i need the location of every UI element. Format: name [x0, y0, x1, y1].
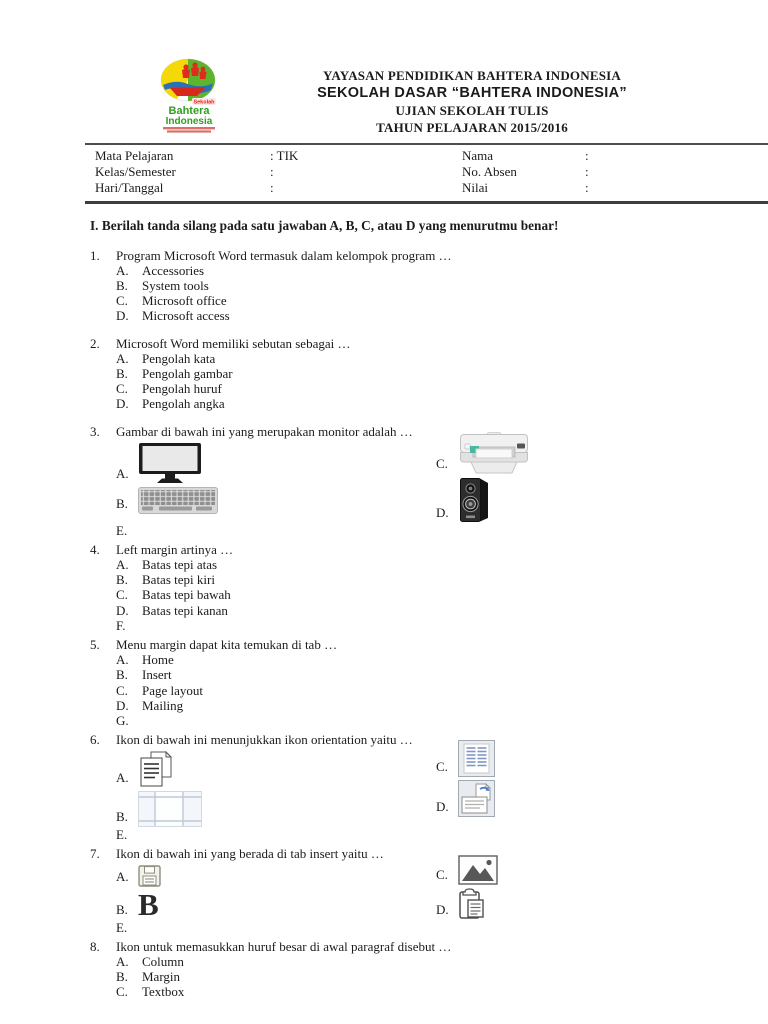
- option-letter: D.: [116, 308, 129, 324]
- option-text: Batas tepi kiri: [142, 572, 215, 588]
- option-row: [116, 293, 768, 308]
- option-row: [116, 667, 768, 682]
- printer-image: [458, 432, 530, 474]
- info-value: :: [585, 180, 589, 196]
- option-letter: C.: [116, 682, 128, 698]
- question-list: [90, 248, 768, 1000]
- option-letter: C.: [116, 293, 128, 309]
- option-text: Microsoft office: [142, 293, 227, 309]
- option-text: Page layout: [142, 682, 204, 698]
- option-letter: C.: [116, 587, 128, 603]
- option-letter: A.: [116, 465, 129, 481]
- section-heading: I. Berilah tanda silang pada satu jawaban A, B, C, atau D yang menurutmu benar!: [90, 217, 559, 233]
- logo-name-line2: Indonesia: [165, 116, 213, 127]
- option-text: Pengolah gambar: [142, 366, 233, 382]
- option-text: Column: [142, 953, 184, 969]
- option-row: [116, 969, 768, 984]
- option-row: [116, 683, 768, 698]
- option-letter: D.: [436, 504, 449, 520]
- columns-icon: [458, 740, 495, 777]
- question-text: Ikon di bawah ini menunjukkan ikon orientation yaitu …: [116, 732, 413, 748]
- option-letter: D.: [116, 602, 129, 618]
- option-row: [116, 827, 768, 842]
- monitor-image: [138, 442, 202, 484]
- option-row: [116, 886, 436, 922]
- option-letter: D.: [436, 799, 449, 815]
- option-row: [116, 954, 768, 969]
- info-value: :: [270, 164, 274, 180]
- copy-pages-icon: [138, 750, 174, 788]
- option-row: [436, 780, 768, 817]
- question-number: 5.: [90, 637, 100, 653]
- option-text: Mailing: [142, 697, 184, 713]
- option-row: [116, 557, 768, 572]
- option-letter: E.: [116, 827, 128, 843]
- option-letter: B.: [116, 495, 128, 511]
- option-row: [116, 618, 768, 633]
- info-value: :: [585, 164, 589, 180]
- title-line-3: UJIAN SEKOLAH TULIS: [395, 103, 549, 118]
- keyboard-image: [138, 487, 218, 514]
- question: [90, 424, 768, 538]
- option-letter: B.: [116, 366, 128, 382]
- option-letter: B.: [116, 278, 128, 294]
- option-letter: D.: [116, 697, 129, 713]
- option-text: Insert: [142, 667, 172, 683]
- option-letter: A.: [116, 953, 129, 969]
- option-letter: C.: [116, 381, 128, 397]
- option-text: Margin: [142, 969, 181, 985]
- option-letter: D.: [116, 396, 129, 412]
- option-letter: C.: [436, 866, 448, 882]
- option-text: Accessories: [142, 262, 205, 278]
- save-icon: [138, 865, 161, 887]
- question-number: 1.: [90, 247, 100, 263]
- question: [90, 939, 768, 1000]
- option-letter: A.: [116, 350, 129, 366]
- question-number: 4.: [90, 541, 100, 557]
- info-label: Kelas/Semester: [95, 164, 176, 180]
- question: [90, 732, 768, 842]
- student-info-table: [85, 143, 768, 204]
- info-label: Mata Pelajaran: [95, 148, 174, 163]
- option-letter: E.: [116, 522, 128, 538]
- option-text: Pengolah kata: [142, 350, 216, 366]
- question-number: 2.: [90, 335, 100, 351]
- option-row: [116, 920, 768, 935]
- school-logo: [150, 58, 228, 134]
- page-margins-icon: [138, 791, 202, 827]
- question-number: 8.: [90, 938, 100, 954]
- title-line-1: YAYASAN PENDIDIKAN BAHTERA INDONESIA: [323, 68, 621, 83]
- option-row: [116, 442, 436, 484]
- option-letter: A.: [116, 770, 129, 786]
- option-row: [436, 432, 768, 474]
- option-text: System tools: [142, 278, 209, 294]
- info-value: : TIK: [270, 148, 299, 163]
- option-letter: B.: [116, 969, 128, 985]
- option-row: [116, 263, 768, 278]
- option-row: [116, 381, 768, 396]
- option-row: [116, 603, 768, 618]
- option-text: Pengolah huruf: [142, 381, 222, 397]
- info-value: :: [585, 148, 589, 163]
- option-letter: A.: [116, 652, 129, 668]
- option-row: [116, 396, 768, 411]
- question-text: Ikon untuk memasukkan huruf besar di awal paragraf disebut …: [116, 938, 452, 954]
- option-row: [116, 698, 768, 713]
- option-row: [116, 865, 436, 887]
- option-row: [116, 587, 768, 602]
- option-letter: B.: [116, 809, 128, 825]
- question-text: Gambar di bawah ini yang merupakan monitor adalah …: [116, 423, 413, 439]
- option-letter: F.: [116, 617, 126, 633]
- option-letter: B.: [116, 901, 128, 917]
- option-letter: A.: [116, 868, 129, 884]
- title-line-2: SEKOLAH DASAR “BAHTERA INDONESIA”: [317, 85, 627, 101]
- info-value: :: [270, 180, 274, 196]
- option-row: [116, 750, 436, 788]
- option-row: [436, 477, 768, 523]
- option-row: [116, 572, 768, 587]
- question: [90, 248, 768, 324]
- option-row: [436, 888, 768, 920]
- document-title-block: [228, 58, 716, 136]
- option-letter: B.: [116, 667, 128, 683]
- table-row: [95, 180, 768, 196]
- option-letter: A.: [116, 262, 129, 278]
- info-label: No. Absen: [462, 164, 517, 180]
- option-letter: E.: [116, 919, 128, 935]
- option-letter: C.: [436, 759, 448, 775]
- question: [90, 637, 768, 728]
- table-row: [95, 164, 768, 180]
- question: [90, 846, 768, 934]
- option-row: [116, 351, 768, 366]
- option-letter: A.: [116, 557, 129, 573]
- question-text: Microsoft Word memiliki sebutan sebagai …: [116, 335, 351, 351]
- info-label: Nama: [462, 148, 494, 163]
- paste-icon: [458, 888, 486, 920]
- question-number: 3.: [90, 423, 100, 439]
- logo-tagline-bars: [163, 127, 215, 133]
- option-letter: C.: [436, 455, 448, 471]
- question: [90, 336, 768, 412]
- option-row: [116, 487, 436, 514]
- logo-badge-text: Sekolah: [193, 99, 215, 106]
- option-row: [436, 740, 768, 777]
- picture-icon: [458, 855, 498, 885]
- info-label: Hari/Tanggal: [95, 180, 164, 196]
- option-row: [116, 366, 768, 381]
- option-letter: G.: [116, 713, 129, 729]
- option-row: [116, 308, 768, 323]
- question-text: Left margin artinya …: [116, 541, 234, 557]
- option-row: [116, 652, 768, 667]
- question-text: Ikon di bawah ini yang berada di tab insert yaitu …: [116, 846, 384, 862]
- orientation-icon: [458, 780, 495, 817]
- option-letter: D.: [436, 901, 449, 917]
- option-text: Home: [142, 652, 174, 668]
- title-line-4: TAHUN PELAJARAN 2015/2016: [376, 120, 568, 135]
- question-text: Menu margin dapat kita temukan di tab …: [116, 637, 338, 653]
- option-row: [116, 791, 436, 827]
- option-letter: C.: [116, 984, 128, 1000]
- option-row: [436, 855, 768, 885]
- logo-name-line1: Bahtera: [168, 105, 210, 117]
- question-number: 6.: [90, 732, 100, 748]
- option-row: [116, 523, 768, 538]
- option-text: Textbox: [142, 984, 185, 1000]
- table-row: [95, 148, 768, 164]
- bold-icon: B: [138, 886, 159, 922]
- option-letter: B.: [116, 572, 128, 588]
- option-text: Batas tepi bawah: [142, 587, 231, 603]
- document-header: [150, 58, 716, 136]
- info-label: Nilai: [462, 180, 488, 196]
- question-number: 7.: [90, 846, 100, 862]
- option-text: Microsoft access: [142, 308, 230, 324]
- speaker-image: [458, 477, 490, 523]
- option-text: Batas tepi atas: [142, 557, 218, 573]
- option-text: Batas tepi kanan: [142, 602, 228, 618]
- question: [90, 542, 768, 633]
- option-row: [116, 984, 768, 999]
- option-text: Pengolah angka: [142, 396, 225, 412]
- question-text: Program Microsoft Word termasuk dalam kelompok program …: [116, 247, 452, 263]
- option-row: [116, 713, 768, 728]
- option-row: [116, 278, 768, 293]
